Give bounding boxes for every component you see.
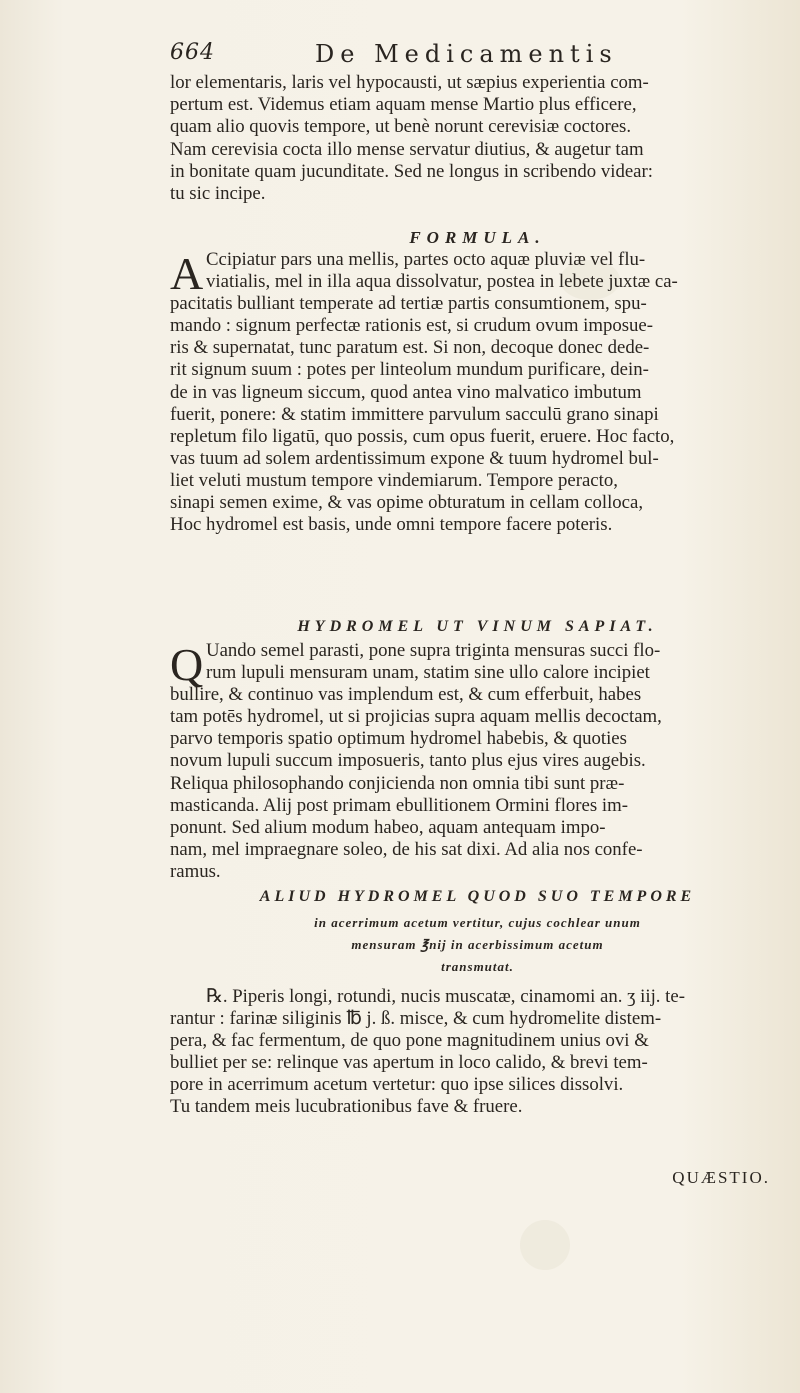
formula-paragraph: [170, 249, 785, 536]
text-line: ℞. Piperis longi, rotundi, nucis muscatæ, cinamomi an. ʒ iij. te-: [206, 986, 685, 1007]
text-line: rit signum suum : potes per linteolum mundum purificare, dein-: [170, 359, 649, 381]
running-head: De Medicamentis: [315, 40, 618, 68]
text-line: bulliet per se: relinque vas apertum in loco calido, & brevi tem-: [170, 1052, 648, 1074]
text-line: Ccipiatur pars una mellis, partes octo aquæ pluviæ vel flu-: [206, 249, 646, 270]
section-heading-hydromel: HYDROMEL UT VINUM SAPIAT.: [297, 618, 658, 635]
page-header: [170, 40, 770, 70]
text-line: tam potēs hydromel, ut si projicias supra aquam mellis decoctam,: [170, 706, 662, 728]
text-line: ris & supernatat, tunc paratum est. Si non, decoque donec dede-: [170, 337, 650, 359]
text-line: Uando semel parasti, pone supra triginta mensuras succi flo-: [206, 640, 661, 661]
recipe-paragraph: [170, 986, 785, 1119]
text-line: novum lupuli succum imposueris, tanto plus ejus vires augebis.: [170, 750, 646, 772]
text-line: pacitatis bulliant temperate ad tertiæ partis consumtionem, spu-: [170, 293, 647, 315]
catchword: QUÆSTIO.: [672, 1168, 770, 1187]
text-line: parvo temporis spatio optimum hydromel habebis, & quoties: [170, 728, 627, 750]
text-line: ramus.: [170, 860, 221, 882]
subheading-line: in acerrimum acetum vertitur, cujus cochlear unum: [314, 915, 641, 930]
hydromel-paragraph: [170, 640, 785, 883]
section-heading-formula: FORMULA.: [409, 228, 546, 247]
text-line: bullire, & continuo vas implendum est, & cum efferbuit, habes: [170, 684, 642, 706]
paper-stain: [520, 1220, 570, 1270]
text-line: tu sic incipe.: [170, 183, 266, 205]
text-line: pore in acerrimum acetum vertetur: quo ipse silices dissolvi.: [170, 1074, 624, 1096]
text-line: repletum filo ligatū, quo possis, cum opus fuerit, eruere. Hoc facto,: [170, 425, 675, 447]
intro-paragraph: [170, 72, 785, 205]
text-line: ponunt. Sed alium modum habeo, aquam antequam impo-: [170, 816, 606, 838]
text-line: nam, mel impraegnare soleo, de his sat dixi. Ad alia nos confe-: [170, 838, 643, 860]
text-line: mando : signum perfectæ rationis est, si crudum ovum imposue-: [170, 315, 654, 337]
text-line: vas tuum ad solem ardentissimum expone & tuum hydromel bul-: [170, 447, 659, 469]
section-heading-aliud: ALIUD HYDROMEL QUOD SUO TEMPORE: [259, 888, 696, 905]
text-line: pera, & fac fermentum, de quo pone magnitudinem unius ovi &: [170, 1030, 649, 1052]
text-line: pertum est. Videmus etiam aquam mense Martio plus efficere,: [170, 94, 637, 116]
subheading-line: transmutat.: [441, 959, 514, 974]
text-line: Reliqua philosophando conjicienda non omnia tibi sunt præ-: [170, 772, 625, 794]
text-line: fuerit, ponere: & statim immittere parvulum sacculū grano sinapi: [170, 403, 659, 425]
page-number: 664: [170, 40, 215, 65]
text-line: de in vas ligneum siccum, quod antea vino malvatico imbutum: [170, 381, 642, 403]
drop-cap: A: [170, 248, 204, 299]
drop-cap: Q: [170, 639, 204, 690]
text-line: liet veluti mustum tempore vindemiarum. Tempore peracto,: [170, 469, 618, 491]
text-line: rum lupuli mensuram unam, statim sine ullo calore incipiet: [206, 662, 650, 684]
text-line: Nam cerevisia cocta illo mense servatur diutius, & augetur tam: [170, 138, 644, 160]
text-line: Hoc hydromel est basis, unde omni tempore facere poteris.: [170, 514, 613, 536]
text-line: quam alio quovis tempore, ut benè norunt cerevisiæ coctores.: [170, 116, 632, 138]
text-line: Tu tandem meis lucubrationibus fave & fruere.: [170, 1096, 523, 1118]
text-line: in bonitate quam jucunditate. Sed ne longus in scribendo videar:: [170, 160, 653, 182]
section-subheading: [170, 912, 785, 978]
text-line: lor elementaris, laris vel hypocausti, ut sæpius experientia com-: [170, 72, 649, 93]
text-line: sinapi semen exime, & vas opime obturatum in cellam colloca,: [170, 492, 644, 514]
subheading-line: mensuram ℥nij in acerbissimum acetum: [351, 937, 604, 952]
text-line: rantur : farinæ siliginis ℔ j. ß. misce, & cum hydromelite distem-: [170, 1008, 662, 1030]
text-line: masticanda. Alij post primam ebullitionem Ormini flores im-: [170, 794, 628, 816]
text-line: viatialis, mel in illa aqua dissolvatur, postea in lebete juxtæ ca-: [206, 271, 678, 293]
